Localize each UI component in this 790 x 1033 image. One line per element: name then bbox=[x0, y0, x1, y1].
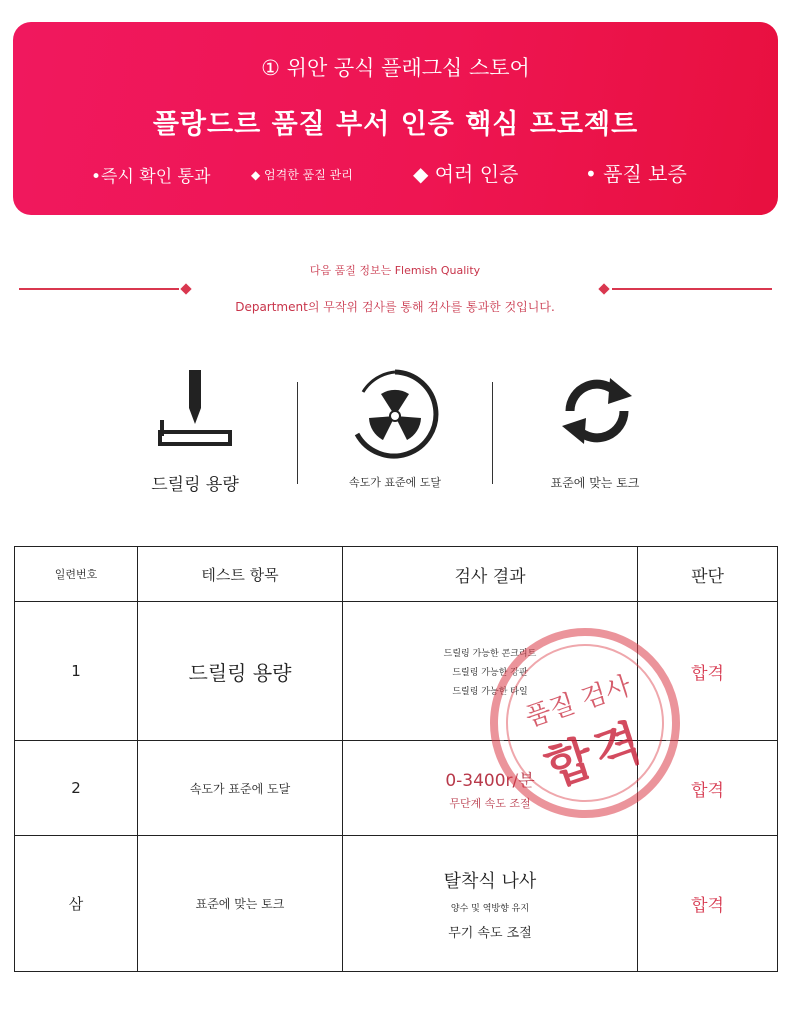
cell-serial: 1 bbox=[15, 602, 138, 741]
quality-statement bbox=[0, 260, 790, 320]
table-header-row bbox=[15, 547, 778, 602]
feature-speed bbox=[320, 360, 470, 500]
table-row bbox=[15, 836, 778, 972]
feature-label-speed: 속도가 표준에 도달 bbox=[348, 476, 441, 489]
project-title: 플랑드르 품질 부서 인증 핵심 프로젝트 bbox=[152, 109, 639, 140]
table-row bbox=[15, 741, 778, 836]
cell-results bbox=[343, 602, 638, 741]
result-line: 드릴링 가능한 콘크리트 bbox=[443, 648, 537, 659]
stamp-main-text: 합격 bbox=[538, 713, 653, 798]
cell-serial: 2 bbox=[15, 741, 138, 836]
inspection-table bbox=[14, 546, 778, 972]
feature-multi-cert: ◆ 여러 인증 bbox=[413, 162, 519, 186]
feature-instant-pass: •즉시 확인 통과 bbox=[91, 167, 211, 187]
hero-banner bbox=[13, 22, 778, 215]
store-title: ① 위안 공식 플래그십 스토어 bbox=[261, 56, 530, 80]
feature-label-torque: 표준에 맞는 토크 bbox=[550, 476, 640, 490]
stamp-top-text: 품질 검사 bbox=[521, 671, 635, 734]
cell-verdict: 합격 bbox=[638, 602, 778, 741]
feature-quality-guarantee: • 품질 보증 bbox=[585, 162, 687, 186]
header-verdict: 판단 bbox=[638, 547, 778, 602]
drill-icon bbox=[155, 368, 235, 458]
result-line: 드릴링 가능한 강판 bbox=[452, 667, 528, 678]
rotate-arrows-icon bbox=[552, 366, 642, 456]
result-line: 양수 및 역방향 유지 bbox=[450, 903, 530, 914]
header-result: 검사 결과 bbox=[343, 547, 638, 602]
divider-right bbox=[612, 288, 772, 290]
cell-item: 속도가 표준에 도달 bbox=[138, 741, 343, 836]
feature-drilling bbox=[130, 360, 260, 500]
quality-line-1: 다음 품질 정보는 Flemish Quality bbox=[309, 264, 481, 277]
radiation-fan-icon bbox=[345, 364, 445, 464]
separator-2 bbox=[492, 382, 493, 484]
separator-1 bbox=[297, 382, 298, 484]
feature-icons-row bbox=[0, 360, 790, 500]
feature-label-drilling: 드릴링 용량 bbox=[151, 475, 239, 495]
cell-verdict: 합격 bbox=[638, 836, 778, 972]
cell-verdict: 합격 bbox=[638, 741, 778, 836]
header-test-item: 테스트 항목 bbox=[138, 547, 343, 602]
diamond-right bbox=[598, 283, 609, 294]
result-line: 무단계 속도 조절 bbox=[449, 796, 531, 810]
feature-torque bbox=[520, 360, 670, 500]
table-row bbox=[15, 602, 778, 741]
cell-item: 표준에 맞는 토크 bbox=[138, 836, 343, 972]
cell-serial: 삼 bbox=[15, 836, 138, 972]
result-line: 0-3400r/분 bbox=[445, 770, 535, 791]
result-line: 탈착식 나사 bbox=[443, 870, 537, 892]
feature-strict-qc: ◆ 엄격한 품질 관리 bbox=[251, 168, 353, 182]
diamond-left bbox=[180, 283, 191, 294]
cell-results bbox=[343, 741, 638, 836]
cell-results bbox=[343, 836, 638, 972]
result-line: 드릴링 가능한 타일 bbox=[452, 686, 528, 697]
divider-left bbox=[19, 288, 179, 290]
cell-item: 드릴링 용량 bbox=[138, 602, 343, 741]
header-serial: 일련번호 bbox=[15, 547, 138, 602]
result-line: 무기 속도 조절 bbox=[448, 925, 532, 941]
quality-line-2: Department의 무작위 검사를 통해 검사를 통과한 것입니다. bbox=[235, 300, 555, 314]
